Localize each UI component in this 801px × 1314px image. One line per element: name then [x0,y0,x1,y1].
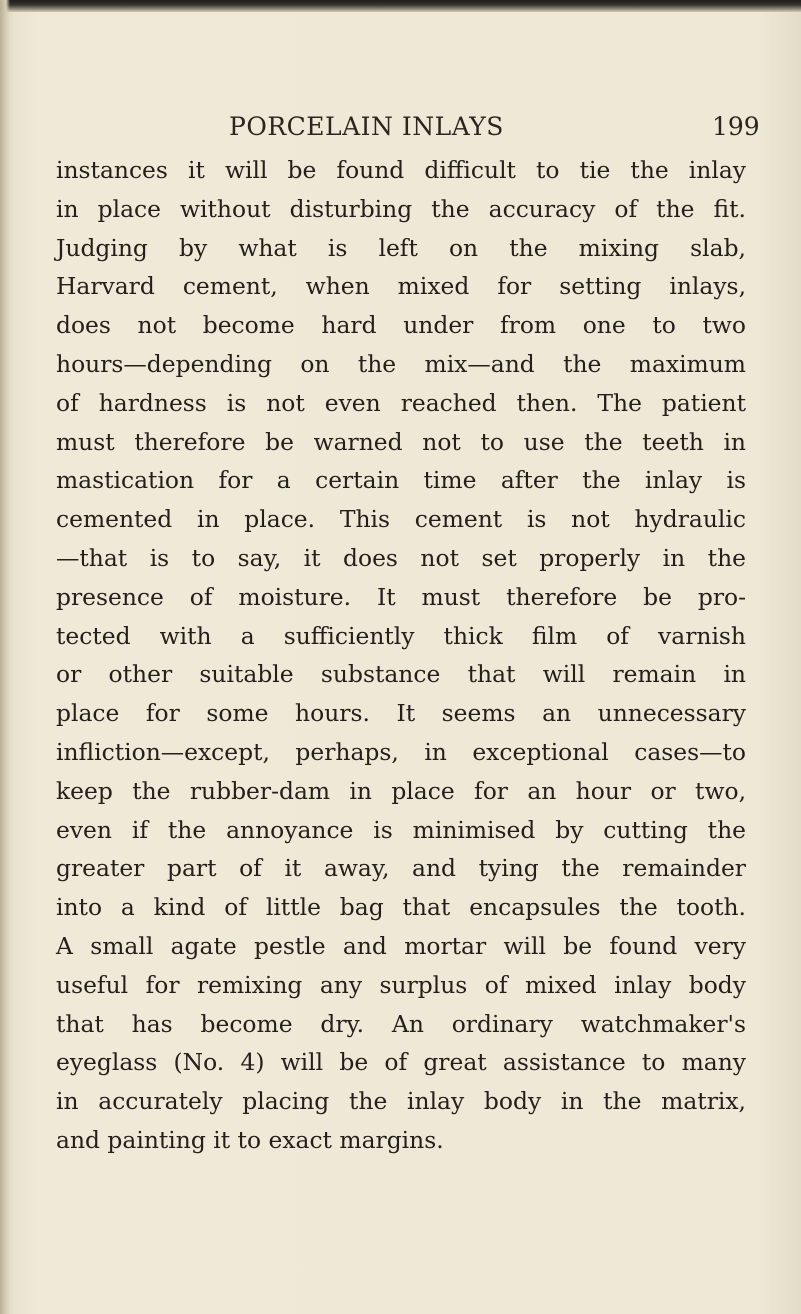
body-paragraph [56,151,746,1160]
page-top-edge [0,0,801,12]
text-line: in accurately placing the inlay body in the matrix, [56,1087,746,1116]
text-line: Judging by what is left on the mixing slab, [56,233,746,262]
text-line: that has become dry. An ordinary watchmaker's [56,1009,746,1038]
text-line: does not become hard under from one to two [56,311,746,340]
text-line: keep the rubber-dam in place for an hour or two, [56,776,746,805]
text-line: even if the annoyance is minimised by cutting the [56,815,746,844]
text-line: hours—depending on the mix—and the maximum [56,349,746,378]
text-line: or other suitable substance that will remain in [56,660,746,689]
text-line: —that is to say, it does not set properly in the [56,543,746,572]
text-line: into a kind of little bag that encapsules the tooth. [56,893,746,922]
text-line: Harvard cement, when mixed for setting inlays, [56,272,746,301]
text-line: useful for remixing any surplus of mixed inlay body [56,970,746,999]
text-line: infliction—except, perhaps, in exceptional cases—to [56,737,746,766]
running-header [0,112,801,148]
text-line: instances it will be found difficult to tie the inlay [56,156,746,184]
text-line: eyeglass (No. 4) will be of great assistance to many [56,1048,746,1077]
page-binding-edge [0,0,10,1314]
text-line: cemented in place. This cement is not hydraulic [56,505,746,534]
text-line: mastication for a certain time after the inlay is [56,466,746,495]
text-line: A small agate pestle and mortar will be found very [56,931,746,960]
text-line: greater part of it away, and tying the remainder [56,854,746,883]
text-line: place for some hours. It seems an unnecessary [56,699,746,728]
text-line: in place without disturbing the accuracy of the fit. [56,194,746,223]
page-number: 199 [712,112,760,141]
text-line: tected with a sufficiently thick film of varnish [56,621,746,650]
text-line: and painting it to exact margins. [56,1125,444,1154]
text-line: must therefore be warned not to use the teeth in [56,427,746,456]
text-line: presence of moisture. It must therefore be pro- [56,582,746,611]
running-title: PORCELAIN INLAYS [229,112,504,141]
text-line: of hardness is not even reached then. The patient [56,388,746,417]
